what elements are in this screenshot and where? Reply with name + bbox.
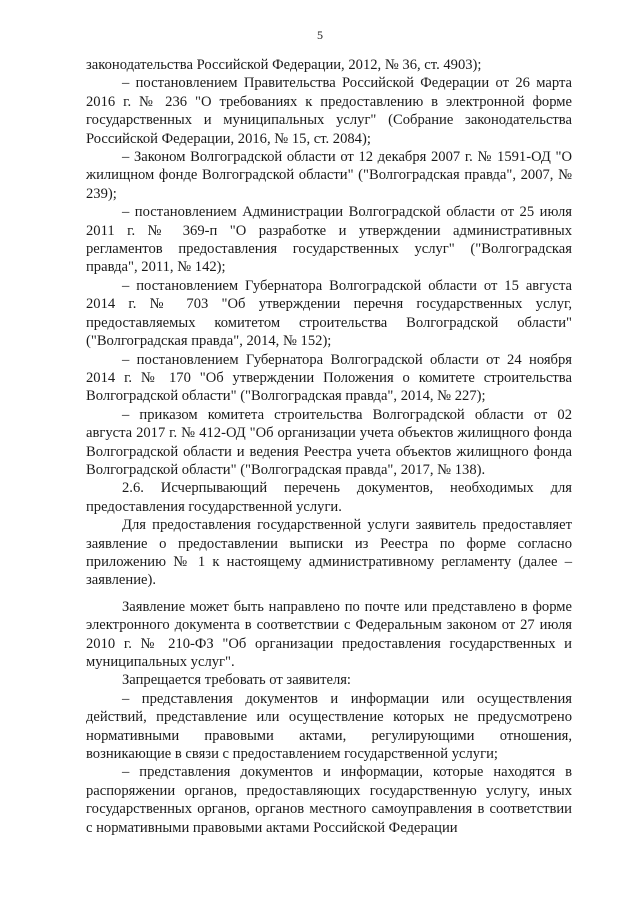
paragraph: законодательства Российской Федерации, 2012, № 36, ст. 4903); xyxy=(86,57,482,73)
paragraph: – Законом Волгоградской области от 12 декабря 2007 г. № 1591-ОД "О жилищном фонде Волгоградской области" ("Волгоградская правда", 2007, № 239); xyxy=(86,149,572,202)
paragraph: – постановлением Правительства Российской Федерации от 26 марта 2016 г. № 236 "О требованиях к предоставлению в электронной форме государственных и муниципальных услуг" (Собрание законодательства Российской Федерации, 2016, № 15, ст. 2084); xyxy=(86,75,572,147)
paragraph: – приказом комитета строительства Волгоградской области от 02 августа 2017 г. № 412-ОД "Об организации учета объектов жилищного фонда Волгоградской области и ведения Реестра учета объектов жилищного фонда Волгоградской области" ("Волгоградская правда", 2017, № 138). xyxy=(86,406,572,478)
paragraph: – постановлением Губернатора Волгоградской области от 24 ноября 2014 г. № 170 "Об утверждении Положения о комитете строительства Волгоградской области" ("Волгоградская правда", 2014, № 227); xyxy=(86,351,572,405)
paragraph: 2.6. Исчерпывающий перечень документов, необходимых для предоставления государственной услуги. xyxy=(86,480,572,515)
paragraph: – представления документов и информации, которые находятся в распоряжении органов, предоставляющих государственную услугу, иных государственных органов, органов местного самоуправления в соответствии с нормативными правовыми актами Российской Федерации xyxy=(86,764,572,836)
paragraph: – постановлением Губернатора Волгоградской области от 15 августа 2014 г. № 703 "Об утверждении перечня государственных услуг, предоставляемых комитетом строительства Волгоградской области" ("Волгоградская правда", 2014, № 152); xyxy=(86,277,572,350)
paragraph: – постановлением Администрации Волгоградской области от 25 июля 2011 г. № 369-п "О разработке и утверждении административных регламентов предоставления государственных услуг" ("Волгоградская правда", 2011, № 142); xyxy=(86,204,572,276)
page-number: 5 xyxy=(317,28,323,42)
paragraph: – представления документов и информации или осуществления действий, представление или осуществление которых не предусмотрено нормативными правовыми актами, регулирующими отношения, возникающие в связи с предоставлением государственной услуги; xyxy=(86,690,572,763)
paragraph: Для предоставления государственной услуги заявитель предоставляет заявление о предоставлении выписки из Реестра по форме согласно приложению № 1 к настоящему административному регламенту (далее – заявление). xyxy=(86,517,572,589)
paragraph: Заявление может быть направлено по почте или представлено в форме электронного документа в соответствии с Федеральным законом от 27 июля 2010 г. № 210-ФЗ "Об организации предоставления государственных и муниципальных услуг". xyxy=(86,598,572,670)
paragraph: Запрещается требовать от заявителя: xyxy=(122,672,351,689)
body-text xyxy=(86,56,572,837)
